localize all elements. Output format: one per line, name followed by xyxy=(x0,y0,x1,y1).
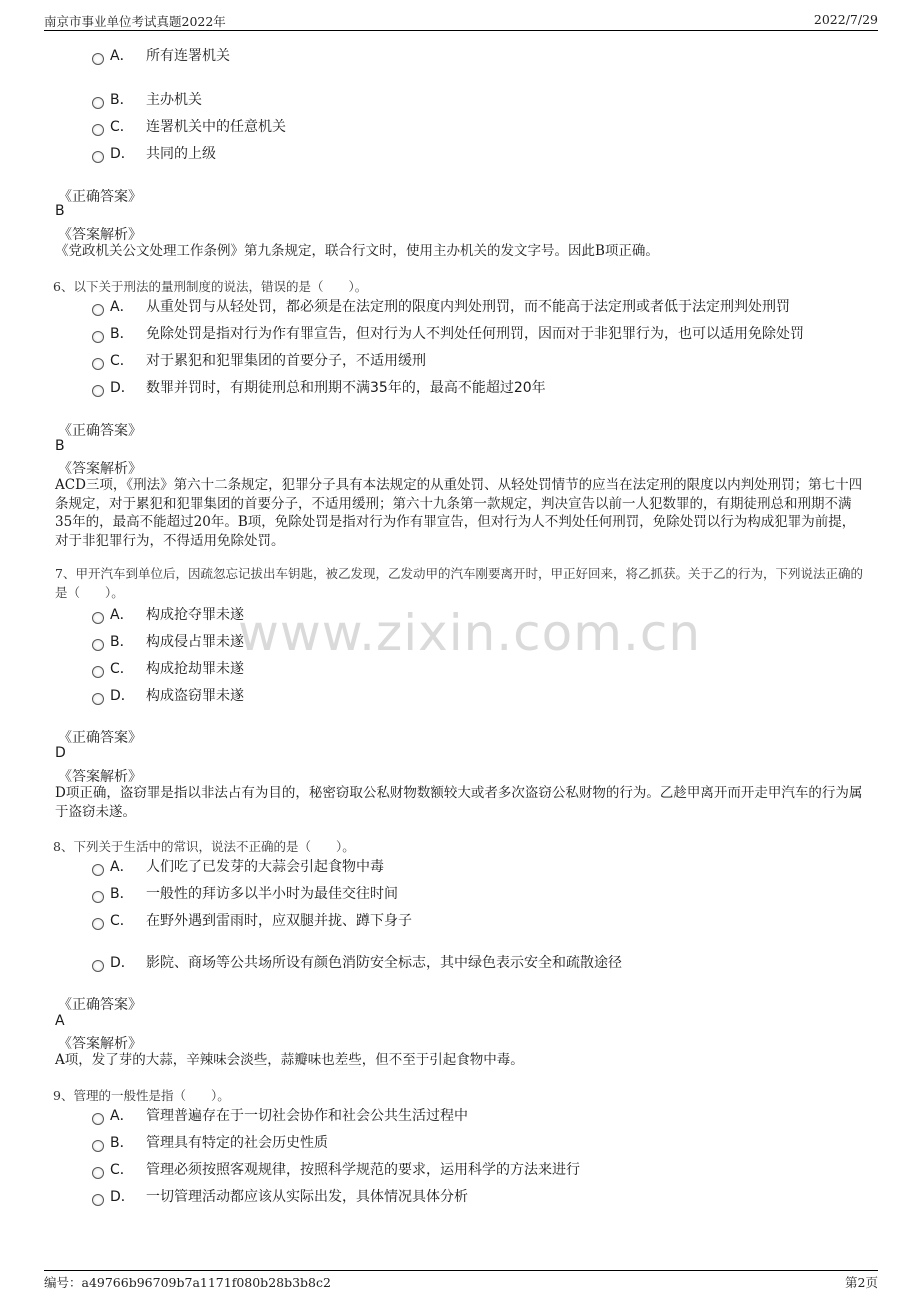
option-d[interactable]: D． 数罪并罚时，有期徒刑总和刑期不满35年的，最高不能超过20年 xyxy=(92,378,546,398)
radio-icon[interactable] xyxy=(92,151,104,163)
radio-icon[interactable] xyxy=(92,124,104,136)
option-text: 一般性的拜访多以半小时为最佳交往时间 xyxy=(146,886,398,902)
option-text: 连署机关中的任意机关 xyxy=(146,119,286,135)
radio-icon[interactable] xyxy=(92,1113,104,1125)
option-b[interactable]: B． 免除处罚是指对行为作有罪宣告，但对行为人不判处任何刑罚，因而对于非犯罪行为，也可以适用免除处罚 xyxy=(92,324,804,344)
radio-icon[interactable] xyxy=(92,1194,104,1206)
option-text: 管理具有特定的社会历史性质 xyxy=(146,1135,328,1151)
option-text: 所有连署机关 xyxy=(146,48,230,64)
radio-icon[interactable] xyxy=(92,639,104,651)
option-text: 构成抢劫罪未遂 xyxy=(146,661,244,677)
radio-icon[interactable] xyxy=(92,304,104,316)
option-a[interactable]: A． 构成抢夺罪未遂 xyxy=(92,605,244,625)
radio-icon[interactable] xyxy=(92,1140,104,1152)
question-9: 9、管理的一般性是指（ ）。 xyxy=(53,1088,230,1103)
analysis-label: 《答案解析》 xyxy=(58,769,142,785)
option-text: 构成抢夺罪未遂 xyxy=(146,607,244,623)
option-d[interactable]: D． 构成盗窃罪未遂 xyxy=(92,686,244,706)
option-b[interactable]: B． 构成侵占罪未遂 xyxy=(92,632,244,652)
option-text: 管理普遍存在于一切社会协作和社会公共生活过程中 xyxy=(146,1108,468,1124)
analysis-text: D项正确，盗窃罪是指以非法占有为目的，秘密窃取公私财物数额较大或者多次盗窃公私财物的行为。乙趁甲离开而开走甲汽车的行为属于盗窃未遂。 xyxy=(55,785,863,820)
option-text: 从重处罚与从轻处罚，都必须是在法定刑的限度内判处刑罚，而不能高于法定刑或者低于法定刑判处刑罚 xyxy=(146,299,790,315)
option-text: 主办机关 xyxy=(146,92,202,108)
analysis-label: 《答案解析》 xyxy=(58,227,142,243)
watermark: www.zixin.com.cn xyxy=(238,604,702,662)
option-a[interactable]: A． 管理普遍存在于一切社会协作和社会公共生活过程中 xyxy=(92,1106,468,1126)
option-c[interactable]: C． 连署机关中的任意机关 xyxy=(92,117,286,137)
radio-icon[interactable] xyxy=(92,1167,104,1179)
radio-icon[interactable] xyxy=(92,53,104,65)
option-d[interactable]: D． 影院、商场等公共场所设有颜色消防安全标志，其中绿色表示安全和疏散途径 xyxy=(92,953,622,973)
page-header xyxy=(44,12,878,31)
option-text: 构成盗窃罪未遂 xyxy=(146,688,244,704)
option-text: 构成侵占罪未遂 xyxy=(146,634,244,650)
analysis-text: A项，发了芽的大蒜，辛辣味会淡些，蒜瓣味也差些，但不至于引起食物中毒。 xyxy=(55,1052,524,1068)
option-b[interactable]: B． 管理具有特定的社会历史性质 xyxy=(92,1133,328,1153)
analysis-label: 《答案解析》 xyxy=(58,1036,142,1052)
option-c[interactable]: C． 对于累犯和犯罪集团的首要分子，不适用缓刑 xyxy=(92,351,426,371)
analysis-text: ACD三项，《刑法》第六十二条规定，犯罪分子具有本法规定的从重处罚、从轻处罚情节的应当在法定刑的限度以内判处刑罚；第七十四条规定，对于累犯和犯罪集团的首要分子，不适用缓刑；第六十九条第一款规定，判决宣告以前一人犯数罪的，有期徒刑总和刑期不满35年的，最高不能超过20年。B项，免除处罚是指对行为作有罪宣告，但对行为人不判处任何刑罚，免除处罚以行为构成犯罪为前提，对于非犯罪行为，不得适用免除处罚。 xyxy=(55,477,863,549)
correct-answer-label: 《正确答案》 xyxy=(58,997,142,1013)
correct-answer-label: 《正确答案》 xyxy=(58,423,142,439)
radio-icon[interactable] xyxy=(92,612,104,624)
radio-icon[interactable] xyxy=(92,358,104,370)
option-text: 一切管理活动都应该从实际出发，具体情况具体分析 xyxy=(146,1189,468,1205)
option-text: 影院、商场等公共场所设有颜色消防安全标志，其中绿色表示安全和疏散途径 xyxy=(146,955,622,971)
analysis-text: 《党政机关公文处理工作条例》第九条规定，联合行文时，使用主办机关的发文字号。因此B项正确。 xyxy=(55,243,659,259)
option-b[interactable]: B． 主办机关 xyxy=(92,90,202,110)
option-b[interactable]: B． 一般性的拜访多以半小时为最佳交往时间 xyxy=(92,884,398,904)
question-8: 8、下列关于生活中的常识，说法不正确的是（ ）。 xyxy=(53,839,355,854)
radio-icon[interactable] xyxy=(92,385,104,397)
option-text: 对于累犯和犯罪集团的首要分子，不适用缓刑 xyxy=(146,353,426,369)
radio-icon[interactable] xyxy=(92,666,104,678)
radio-icon[interactable] xyxy=(92,97,104,109)
question-6: 6、以下关于刑法的量刑制度的说法，错误的是（ ）。 xyxy=(53,279,368,294)
analysis-label: 《答案解析》 xyxy=(58,461,142,477)
correct-answer: A xyxy=(55,1013,65,1029)
document-code: 编号：a49766b96709b7a1171f080b28b3b8c2 xyxy=(44,1275,331,1290)
option-text: 数罪并罚时，有期徒刑总和刑期不满35年的，最高不能超过20年 xyxy=(146,380,546,396)
option-c[interactable]: C． 管理必须按照客观规律，按照科学规范的要求，运用科学的方法来进行 xyxy=(92,1160,580,1180)
radio-icon[interactable] xyxy=(92,331,104,343)
radio-icon[interactable] xyxy=(92,864,104,876)
page-footer xyxy=(44,1270,878,1291)
option-a[interactable]: A． 所有连署机关 xyxy=(92,46,230,66)
header-date: 2022/7/29 xyxy=(813,12,878,27)
question-7: 7、甲开汽车到单位后，因疏忽忘记拔出车钥匙，被乙发现，乙发动甲的汽车刚要离开时，甲正好回来，将乙抓获。关于乙的行为，下列说法正确的是（ ）。 xyxy=(55,566,863,600)
option-text: 免除处罚是指对行为作有罪宣告，但对行为人不判处任何刑罚，因而对于非犯罪行为，也可以适用免除处罚 xyxy=(146,326,804,342)
option-d[interactable]: D． 共同的上级 xyxy=(92,144,216,164)
correct-answer: B xyxy=(55,203,65,219)
correct-answer: B xyxy=(55,438,65,454)
radio-icon[interactable] xyxy=(92,693,104,705)
radio-icon[interactable] xyxy=(92,891,104,903)
correct-answer: D xyxy=(55,745,66,761)
correct-answer-label: 《正确答案》 xyxy=(58,189,142,205)
option-text: 在野外遇到雷雨时，应双腿并拢、蹲下身子 xyxy=(146,913,412,929)
option-d[interactable]: D． 一切管理活动都应该从实际出发，具体情况具体分析 xyxy=(92,1187,468,1207)
option-c[interactable]: C． 构成抢劫罪未遂 xyxy=(92,659,244,679)
page-number: 第2页 xyxy=(845,1275,878,1290)
option-c[interactable]: C． 在野外遇到雷雨时，应双腿并拢、蹲下身子 xyxy=(92,911,412,931)
option-a[interactable]: A． 从重处罚与从轻处罚，都必须是在法定刑的限度内判处刑罚，而不能高于法定刑或者低于法定刑判处刑罚 xyxy=(92,297,790,317)
radio-icon[interactable] xyxy=(92,918,104,930)
option-a[interactable]: A． 人们吃了已发芽的大蒜会引起食物中毒 xyxy=(92,857,384,877)
document-title: 南京市事业单位考试真题2022年 xyxy=(44,14,226,29)
option-text: 人们吃了已发芽的大蒜会引起食物中毒 xyxy=(146,859,384,875)
option-text: 管理必须按照客观规律，按照科学规范的要求，运用科学的方法来进行 xyxy=(146,1162,580,1178)
correct-answer-label: 《正确答案》 xyxy=(58,730,142,746)
radio-icon[interactable] xyxy=(92,960,104,972)
option-text: 共同的上级 xyxy=(146,146,216,162)
